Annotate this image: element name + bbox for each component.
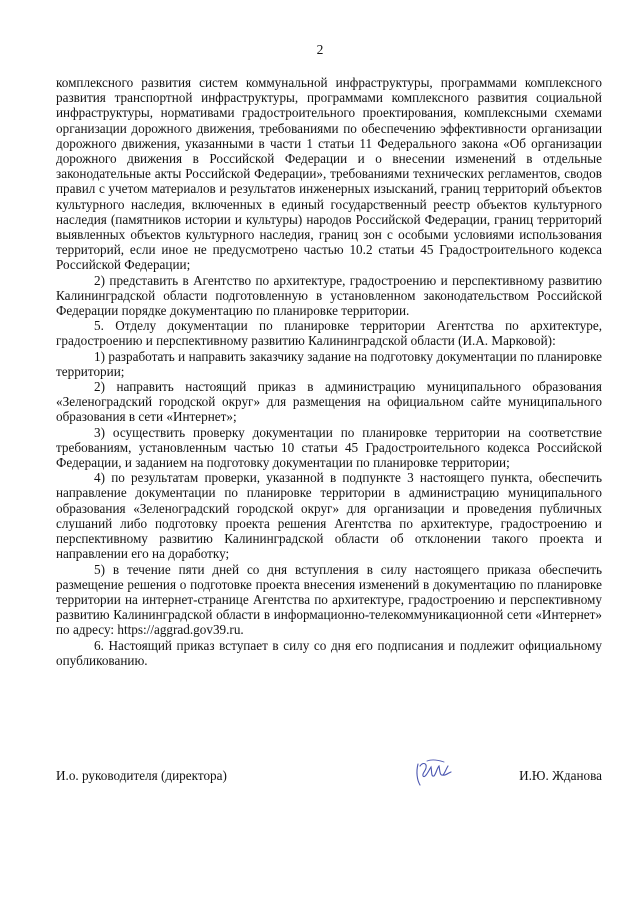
paragraph-item-5-5: 5) в течение пяти дней со дня вступления в силу настоящего приказа обеспечить размещение решения о подготовке проекта внесения изменений в документацию по планировке территории на интернет-странице Агентства по архитектуре, градостроению и перспективному развитию Калининградской области в информационно-телекоммуникационной сети «Интернет» по адресу: https://aggrad.gov39.ru. xyxy=(56,561,602,638)
signatory-position: И.о. руководителя (директора) xyxy=(56,768,227,783)
paragraph-section-6: 6. Настоящий приказ вступает в силу со дня его подписания и подлежит официальному опубликованию. xyxy=(56,637,602,668)
document-body xyxy=(56,75,602,668)
paragraph-item-5-2: 2) направить настоящий приказ в администрацию муниципального образования «Зеленоградский городской округ» для размещения на официальном сайте муниципального образования в сети «Интернет»; xyxy=(56,379,602,425)
paragraph-section-5: 5. Отделу документации по планировке территории Агентства по архитектуре, градостроению и перспективному развитию Калининградской области (И.А. Марковой): xyxy=(56,318,602,349)
signatory-name: И.Ю. Жданова xyxy=(519,768,602,783)
page-number: 2 xyxy=(316,42,324,57)
signature-block xyxy=(56,766,602,788)
handwritten-signature xyxy=(414,758,454,788)
paragraph-continuation: комплексного развития систем коммунальной инфраструктуры, программами комплексного развития транспортной инфраструктуры, программами комплексного развития социальной инфраструктуры, нормативами градостроительного проектирования, комплексными схемами организации дорожного движения, требованиями по обеспечению эффективности организации дорожного движения, указанными в части 1 статьи 11 Федерального закона «Об организации дорожного движения в Российской Федерации и о внесении изменений в отдельные законодательные акты Российской Федерации», требованиями технических регламентов, сводов правил с учетом материалов и результатов инженерных изысканий, границ территорий объектов культурного наследия, включенных в единый государственный реестр объектов культурного наследия (памятников истории и культуры) народов Российской Федерации, границ территорий выявленных объектов культурного наследия, границ зон с особыми условиями использования территорий, если иное не предусмотрено частью 10.2 статьи 45 Градостроительного кодекса Российской Федерации; xyxy=(56,75,602,273)
paragraph-item-5-1: 1) разработать и направить заказчику задание на подготовку документации по планировке территории; xyxy=(56,348,602,379)
paragraph-item-4-2: 2) представить в Агентство по архитектуре, градостроению и перспективному развитию Калининградской области подготовленную в установленном законодательством Российской Федерации порядке документацию по планировке территории. xyxy=(56,272,602,319)
paragraph-item-5-3: 3) осуществить проверку документации по планировке территории на соответствие требованиям, установленным частью 10 статьи 45 Градостроительного кодекса Российской Федерации, и заданием на подготовку документации по планировке территории; xyxy=(56,424,602,471)
paragraph-item-5-4: 4) по результатам проверки, указанной в подпункте 3 настоящего пункта, обеспечить направление документации по планировке территории в администрацию муниципального образования «Зеленоградский городской округ» для организации и проведения публичных слушаний либо подготовку проекта решения Агентства по архитектуре, градостроению и перспективному развитию Калининградской области об отклонении такого проекта и направлении его на доработку; xyxy=(56,470,602,562)
